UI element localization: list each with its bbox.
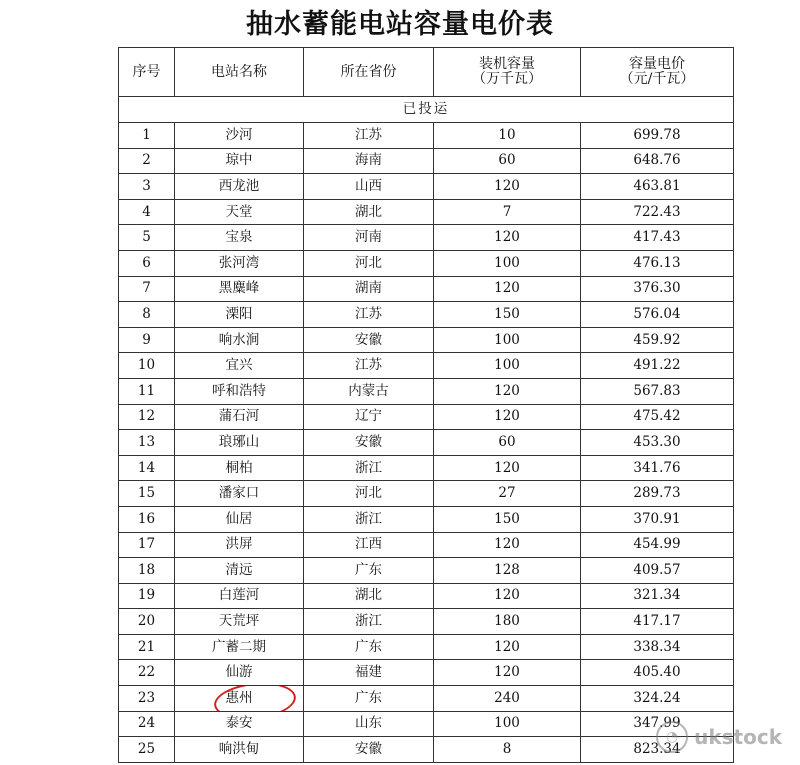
cell-name: 溧阳 (175, 302, 304, 328)
cell-name: 响水涧 (175, 327, 304, 353)
table-header-row (119, 48, 734, 97)
cell-no: 20 (119, 609, 175, 635)
cell-no: 4 (119, 199, 175, 225)
cell-price: 475.42 (581, 404, 734, 430)
cell-capacity: 120 (434, 532, 581, 558)
cell-no: 21 (119, 634, 175, 660)
cell-capacity: 100 (434, 250, 581, 276)
cell-name: 琼中 (175, 148, 304, 174)
cell-name: 广蓄二期 (175, 634, 304, 660)
cell-province: 福建 (304, 660, 434, 686)
cell-name: 响洪甸 (175, 737, 304, 763)
cell-name: 蒲石河 (175, 404, 304, 430)
cell-capacity: 100 (434, 327, 581, 353)
cell-province: 河北 (304, 481, 434, 507)
cell-province: 浙江 (304, 609, 434, 635)
cell-price: 823.34 (581, 737, 734, 763)
cell-no: 24 (119, 711, 175, 737)
cell-no: 14 (119, 455, 175, 481)
cell-no: 16 (119, 506, 175, 532)
cell-name: 桐柏 (175, 455, 304, 481)
cell-capacity: 100 (434, 711, 581, 737)
cell-province: 广东 (304, 558, 434, 584)
cell-price: 463.81 (581, 174, 734, 200)
cell-capacity: 60 (434, 148, 581, 174)
table-row (119, 123, 734, 149)
cell-no: 23 (119, 686, 175, 712)
header-price-line1: 容量电价 (629, 56, 685, 72)
cell-no: 5 (119, 225, 175, 251)
table-row (119, 737, 734, 763)
cell-province: 山东 (304, 711, 434, 737)
cell-no: 13 (119, 430, 175, 456)
table-row (119, 634, 734, 660)
cell-price: 341.76 (581, 455, 734, 481)
table-row (119, 250, 734, 276)
table-row (119, 353, 734, 379)
cell-price: 648.76 (581, 148, 734, 174)
cell-capacity: 7 (434, 199, 581, 225)
cell-capacity: 120 (434, 583, 581, 609)
table-row (119, 148, 734, 174)
header-name: 电站名称 (175, 48, 304, 97)
cell-name: 泰安 (175, 711, 304, 737)
watermark (656, 721, 782, 753)
cell-name: 琅琊山 (175, 430, 304, 456)
cell-price: 417.43 (581, 225, 734, 251)
cell-capacity: 120 (434, 225, 581, 251)
cell-capacity: 100 (434, 353, 581, 379)
cell-no: 6 (119, 250, 175, 276)
cell-name: 张河湾 (175, 250, 304, 276)
cell-province: 江苏 (304, 353, 434, 379)
cell-province: 浙江 (304, 506, 434, 532)
table-row (119, 558, 734, 584)
cell-capacity: 120 (434, 455, 581, 481)
table-row (119, 609, 734, 635)
cell-price: 405.40 (581, 660, 734, 686)
cell-price: 476.13 (581, 250, 734, 276)
cell-province: 河南 (304, 225, 434, 251)
cell-no: 2 (119, 148, 175, 174)
cell-capacity: 120 (434, 276, 581, 302)
price-table (118, 47, 734, 763)
cell-province: 广东 (304, 686, 434, 712)
cell-name: 洪屏 (175, 532, 304, 558)
table-row (119, 583, 734, 609)
header-no: 序号 (119, 48, 175, 97)
cell-capacity: 60 (434, 430, 581, 456)
cell-province: 山西 (304, 174, 434, 200)
table-row (119, 302, 734, 328)
cell-capacity: 120 (434, 174, 581, 200)
cell-capacity: 150 (434, 506, 581, 532)
cell-no: 1 (119, 123, 175, 149)
cell-no: 9 (119, 327, 175, 353)
cell-name: 清远 (175, 558, 304, 584)
cell-name: 西龙池 (175, 174, 304, 200)
table-row (119, 711, 734, 737)
cell-capacity: 120 (434, 404, 581, 430)
cell-capacity: 180 (434, 609, 581, 635)
cell-province: 海南 (304, 148, 434, 174)
cell-price: 289.73 (581, 481, 734, 507)
header-province: 所在省份 (304, 48, 434, 97)
cell-province: 内蒙古 (304, 378, 434, 404)
cell-price: 453.30 (581, 430, 734, 456)
table-row (119, 481, 734, 507)
cell-price: 576.04 (581, 302, 734, 328)
cell-price: 324.24 (581, 686, 734, 712)
cell-name: 宝泉 (175, 225, 304, 251)
watermark-text: ukstock (694, 725, 782, 749)
cell-name: 沙河 (175, 123, 304, 149)
cell-price: 722.43 (581, 199, 734, 225)
cell-name (175, 686, 304, 712)
table-row (119, 686, 734, 712)
cell-no: 22 (119, 660, 175, 686)
table-row (119, 174, 734, 200)
section-label: 已投运 (119, 97, 734, 123)
cell-price: 321.34 (581, 583, 734, 609)
cell-capacity: 120 (434, 634, 581, 660)
xueqiu-icon: ◔ (656, 721, 688, 753)
header-capacity (434, 48, 581, 97)
cell-no: 17 (119, 532, 175, 558)
section-row (119, 97, 734, 123)
cell-no: 12 (119, 404, 175, 430)
cell-province: 湖南 (304, 276, 434, 302)
table-row (119, 276, 734, 302)
table-row (119, 430, 734, 456)
cell-no: 3 (119, 174, 175, 200)
cell-capacity: 10 (434, 123, 581, 149)
table-row (119, 532, 734, 558)
table-row (119, 455, 734, 481)
cell-no: 10 (119, 353, 175, 379)
table-row (119, 327, 734, 353)
header-capacity-line2: （万千瓦） (472, 71, 542, 87)
cell-province: 江苏 (304, 302, 434, 328)
cell-capacity: 128 (434, 558, 581, 584)
cell-price: 567.83 (581, 378, 734, 404)
cell-price: 409.57 (581, 558, 734, 584)
cell-province: 江西 (304, 532, 434, 558)
cell-no: 11 (119, 378, 175, 404)
header-price-line2: （元/千瓦） (619, 71, 695, 87)
station-name-text: 惠州 (225, 689, 253, 706)
cell-name: 仙游 (175, 660, 304, 686)
cell-name: 天堂 (175, 199, 304, 225)
circled-station-name (226, 691, 253, 706)
cell-name: 白莲河 (175, 583, 304, 609)
cell-price: 454.99 (581, 532, 734, 558)
cell-province: 辽宁 (304, 404, 434, 430)
cell-price: 417.17 (581, 609, 734, 635)
cell-name: 仙居 (175, 506, 304, 532)
cell-province: 江苏 (304, 123, 434, 149)
page-title: 抽水蓄能电站容量电价表 (246, 9, 554, 40)
cell-province: 湖北 (304, 199, 434, 225)
table-row (119, 506, 734, 532)
header-capacity-line1: 装机容量 (479, 56, 535, 72)
cell-name: 呼和浩特 (175, 378, 304, 404)
cell-price: 376.30 (581, 276, 734, 302)
cell-no: 19 (119, 583, 175, 609)
cell-no: 8 (119, 302, 175, 328)
cell-no: 7 (119, 276, 175, 302)
cell-price: 370.91 (581, 506, 734, 532)
table-row (119, 378, 734, 404)
cell-province: 安徽 (304, 430, 434, 456)
cell-capacity: 8 (434, 737, 581, 763)
header-price (581, 48, 734, 97)
cell-province: 湖北 (304, 583, 434, 609)
cell-name: 潘家口 (175, 481, 304, 507)
cell-name: 宜兴 (175, 353, 304, 379)
cell-price: 347.99 (581, 711, 734, 737)
cell-capacity: 27 (434, 481, 581, 507)
cell-price: 459.92 (581, 327, 734, 353)
cell-price: 699.78 (581, 123, 734, 149)
cell-capacity: 120 (434, 660, 581, 686)
cell-no: 18 (119, 558, 175, 584)
cell-capacity: 150 (434, 302, 581, 328)
cell-province: 河北 (304, 250, 434, 276)
table-row (119, 225, 734, 251)
cell-name: 天荒坪 (175, 609, 304, 635)
cell-province: 浙江 (304, 455, 434, 481)
table-row (119, 404, 734, 430)
cell-province: 广东 (304, 634, 434, 660)
cell-province: 安徽 (304, 737, 434, 763)
table-row (119, 199, 734, 225)
cell-price: 491.22 (581, 353, 734, 379)
cell-name: 黑麋峰 (175, 276, 304, 302)
cell-no: 25 (119, 737, 175, 763)
cell-capacity: 240 (434, 686, 581, 712)
cell-no: 15 (119, 481, 175, 507)
cell-price: 338.34 (581, 634, 734, 660)
cell-province: 安徽 (304, 327, 434, 353)
cell-capacity: 120 (434, 378, 581, 404)
table-row (119, 660, 734, 686)
